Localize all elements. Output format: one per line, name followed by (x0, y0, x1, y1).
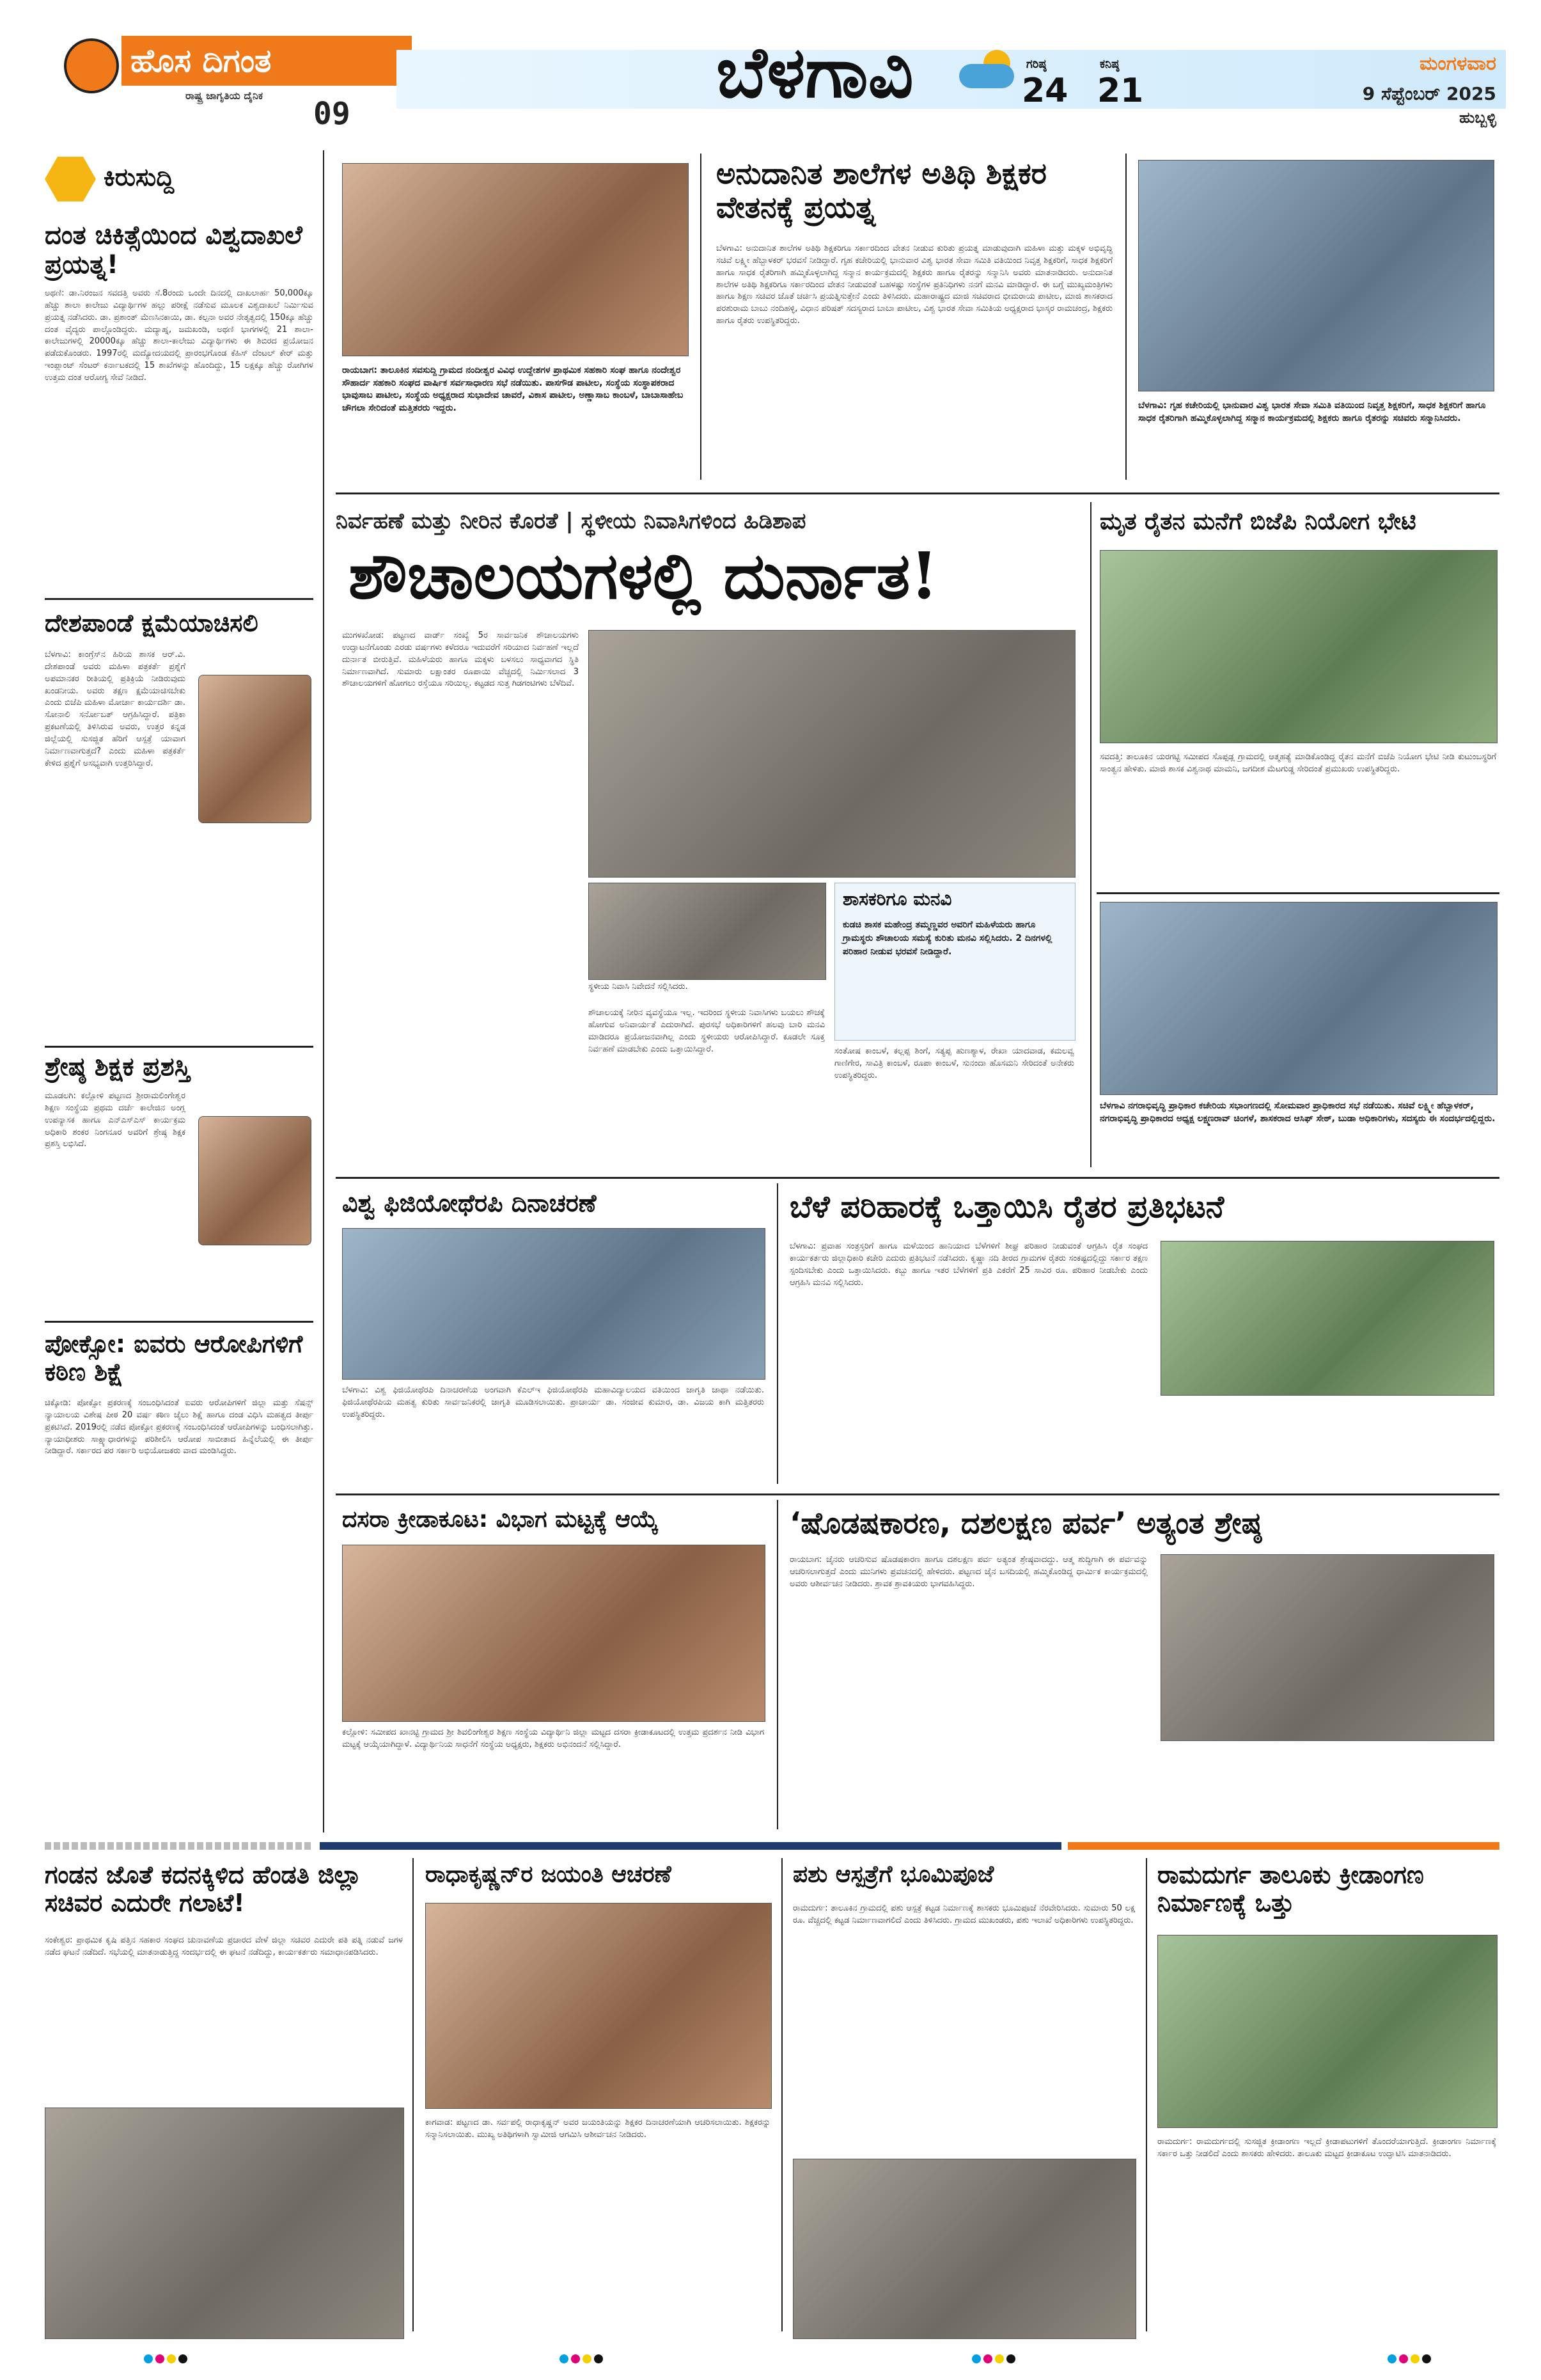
visit-photo (1100, 550, 1498, 743)
procession-photo (1161, 1554, 1494, 1741)
lead-small-photo (588, 883, 826, 980)
sidebar-story3-body: ಮೂಡಲಗಿ: ಕಲ್ಲೋಳಿ ಪಟ್ಟಣದ ಶ್ರೀರಾಮಲಿಂಗೇಶ್ವರ ಶಿಕ್ಷಣ ಸಂಸ್ಥೆಯ ಪ್ರಥಮ ದರ್ಜೆ ಕಾಲೇಜಿನ ಅಂಗ್ಲ ಉಪನ್ಯಾಸಕ ಹಾಗೂ ಎನ್‌ಎಸ್‌ಎಸ್ ಕಾರ್ಯಕ್ರಮ ಅಧಿಕಾರಿ ಶಂಕರ ನಿಂಗನೂರ ಅವರಿಗೆ ಶ್ರೇಷ್ಠ ಶಿಕ್ಷಕ ಪ್ರಶಸ್ತಿ ಲಭಿಸಿದೆ. (45, 1091, 185, 1149)
bottom-story1-headline: ಗಂಡನ ಜೊತೆ ಕದನಕ್ಕಿಳಿದ ಹೆಂಡತಿ ಜಿಲ್ಲಾ ಸಚಿವರ ಎದುರೇ ಗಲಾಟೆ! (45, 1861, 362, 1917)
column-rule (1125, 154, 1127, 480)
bottom-story2-headline: ರಾಧಾಕೃಷ್ಣನ್‌ರ ಜಯಂತಿ ಆಚರಣೆ (425, 1861, 671, 1887)
column-rule (781, 1858, 783, 2331)
day-label: ಮಂಗಳವಾರ (1419, 52, 1496, 75)
row-rule (336, 493, 1499, 494)
mid-story1-headline: ವಿಶ್ವ ಫಿಜಿಯೋಥೆರಪಿ ದಿನಾಚರಣೆ (342, 1189, 597, 1217)
lead-kicker: ನಿರ್ವಹಣೆ ಮತ್ತು ನೀರಿನ ಕೊರತೆ | ಸ್ಥಳೀಯ ನಿವಾಸಿಗಳಿಂದ ಹಿಡಿಶಾಪ (336, 508, 806, 534)
lead-main-photo (588, 630, 1076, 878)
bottom-story1-body: ಸಂಕೇಶ್ವರ: ಪ್ರಾಥಮಿಕ ಕೃಷಿ ಪತ್ತಿನ ಸಹಕಾರ ಸಂಘದ ಚುನಾವಣೆಯ ಪ್ರಚಾರದ ವೇಳೆ ಜಿಲ್ಲಾ ಸಚಿವರ ಎದುರೇ ಪತಿ ಪತ್ನಿ ನಡುವೆ ಜಗಳ ನಡೆದ ಘಟನೆ ನಡೆದಿದೆ. ಸಭೆಯಲ್ಲಿ ಮಾತನಾಡುತ್ತಿದ್ದ ಸಂದರ್ಭದಲ್ಲಿ ಈ ಘಟನೆ ನಡೆದಿದ್ದು, ಕಾರ್ಯಕರ್ತರು ಸಮಾಧಾನಪಡಿಸಿದರು. (45, 1935, 403, 1957)
top-story-c (1135, 154, 1499, 486)
tagline: ರಾಷ್ಟ್ರ ಜಾಗೃತಿಯ ದೈನಿಕ (185, 90, 263, 102)
masthead (0, 0, 1541, 138)
top-story-c-caption: ಬೆಳಗಾವಿ: ಗೃಹ ಕಚೇರಿಯಲ್ಲಿ ಭಾನುವಾರ ವಿಶ್ವ ಭಾರತ ಸೇವಾ ಸಮಿತಿ ವತಿಯಿಂದ ನಿವೃತ್ತ ಶಿಕ್ಷಕರಿಗೆ, ಸಾಧಕ ಶಿಕ್ಷಕರಿಗೆ ಹಾಗೂ ಸಾಧಕ ರೈತರಿಗಾಗಿ ಹಮ್ಮಿಕೊಳ್ಳಲಾಗಿದ್ದ ಸನ್ಮಾನ ಕಾರ್ಯಕ್ರಮದಲ್ಲಿ ಶಿಕ್ಷಕರು ಹಾಗೂ ರೈತರನ್ನು ಸಚಿವರು ಸನ್ಮಾನಿಸಿದರು. (1138, 400, 1486, 423)
bottom-story3 (786, 1858, 1141, 2344)
row4-story1 (336, 1500, 770, 1832)
top-story-a-caption: ರಾಯಬಾಗ: ತಾಲೂಕಿನ ಸವಸುದ್ದಿ ಗ್ರಾಮದ ನಂದೀಶ್ವರ ವಿವಿಧ ಉದ್ದೇಶಗಳ ಪ್ರಾಥಮಿಕ ಸಹಕಾರಿ ಸಂಘ ಹಾಗೂ ನಂದೇಶ್ವರ ಸೌಹಾರ್ದ ಸಹಕಾರಿ ಸಂಘದ ವಾರ್ಷಿಕ ಸರ್ವಸಾಧಾರಣ ಸಭೆ ನಡೆಯಿತು. ಪಾಸಗೌಡ ಪಾಟೀಲ, ಸಂಸ್ಥೆಯ ಸಂಸ್ಥಾಪಕರಾದ ಭಾವುಸಾಬ ಪಾಟೀಲ, ಸಂಸ್ಥೆಯ ಅಧ್ಯಕ್ಷರಾದ ಸುಭಾದೇವ ಚಾವರೆ, ವಿಕಾಸ ಪಾಟೀಲ, ಅಣ್ಣಾಸಾಬ ಕಾಂಬಳೆ, ಬಾಬಾಸಾಹೇಬ ಚೌಗಲಾ ಸೇರಿದಂತೆ ಮತ್ತಿತರರು ಇದ್ದರು. (342, 365, 684, 413)
logo-block (64, 38, 396, 134)
bottom-story3-headline: ಪಶು ಆಸ್ಪತ್ರೆಗೆ ಭೂಮಿಪೂಜೆ (793, 1861, 994, 1887)
bottom-story1 (45, 1858, 406, 2344)
row4-story1-body: ಕಲ್ಲೋಳಿ: ಸಮೀಪದ ಖಾನಟ್ಟಿ ಗ್ರಾಮದ ಶ್ರೀ ಶಿವಲಿಂಗೇಶ್ವರ ಶಿಕ್ಷಣ ಸಂಸ್ಥೆಯ ವಿದ್ಯಾರ್ಥಿನಿ ಜಿಲ್ಲಾ ಮಟ್ಟದ ದಸರಾ ಕ್ರೀಡಾಕೂಟದಲ್ಲಿ ಉತ್ತಮ ಪ್ರದರ್ಶನ ನೀಡಿ ವಿಭಾಗ ಮಟ್ಟಕ್ಕೆ ಆಯ್ಕೆಯಾಗಿದ್ದಾಳೆ. ವಿದ್ಯಾರ್ಥಿನಿಯ ಸಾಧನೆಗೆ ಸಂಸ್ಥೆಯ ಅಧ್ಯಕ್ಷರು, ಶಿಕ್ಷಕರು ಅಭಿನಂದನೆ ಸಲ್ಲಿಸಿದ್ದಾರೆ. (342, 1728, 764, 1749)
top-story-b (710, 154, 1119, 486)
bottom-story2-body: ಕಾಗವಾಡ: ಪಟ್ಟಣದ ಡಾ. ಸರ್ವಪಲ್ಲಿ ರಾಧಾಕೃಷ್ಣನ್ ಅವರ ಜಯಂತಿಯನ್ನು ಶಿಕ್ಷಕರ ದಿನಾಚರಣೆಯಾಗಿ ಆಚರಿಸಲಾಯಿತು. ಶಿಕ್ಷಕರನ್ನು ಸನ್ಮಾನಿಸಲಾಯಿತು. ಮುಖ್ಯ ಅತಿಥಿಗಳಾಗಿ ಸ್ವಾಮೀಜಿ ಆಗಮಿಸಿ ಆಶೀರ್ವಚನ ನೀಡಿದರು. (425, 2118, 770, 2140)
lead-headline: ಶೌಚಾಲಯಗಳಲ್ಲಿ ದುರ್ನಾತ! (348, 538, 939, 613)
column-rule (777, 1183, 778, 1484)
divider (45, 598, 313, 600)
lead-inset-title: ಶಾಸಕರಿಗೂ ಮನವಿ (843, 888, 952, 910)
logo-emblem-icon (64, 38, 119, 93)
sidebar-story2-headline: ದೇಶಪಾಂಡೆ ಕ್ಷಮೆಯಾಚಿಸಲಿ (45, 609, 258, 637)
lead-story (336, 502, 1084, 1170)
paper-name: ಹೊಸ ದಿಗಂತ (121, 36, 412, 86)
award-photo (342, 1545, 765, 1722)
sidebar-story4-headline: ಪೋಕ್ಸೋ: ಐವರು ಆರೋಪಿಗಳಿಗೆ ಕಠಿಣ ಶಿಕ್ಷೆ (45, 1330, 303, 1386)
bottom-story2 (419, 1858, 777, 2344)
kirusuddi-badge (45, 157, 211, 201)
divider (45, 1046, 313, 1048)
temp-max-label: ಗರಿಷ್ಠ (1026, 58, 1047, 71)
mid-story1-body: ಬೆಳಗಾವಿ: ವಿಶ್ವ ಫಿಜಿಯೋಥೆರಪಿ ದಿನಾಚರಣೆಯ ಅಂಗವಾಗಿ ಕೆಎಲ್‌ಇ ಫಿಜಿಯೋಥೆರಪಿ ಮಹಾವಿದ್ಯಾಲಯದ ವತಿಯಿಂದ ಜಾಗೃತಿ ಜಾಥಾ ನಡೆಯಿತು. ಫಿಜಿಯೋಥೆರಪಿಯ ಮಹತ್ವ ಕುರಿತು ಸಾರ್ವಜನಿಕರಲ್ಲಿ ಜಾಗೃತಿ ಮೂಡಿಸಲಾಯಿತು. ಪ್ರಾಚಾರ್ಯ ಡಾ. ಸಂಜೀವ ಕುಮಾರ, ಡಾ. ವಿಜಯ ಕಾಗಿ ಮತ್ತಿತರರು ಉಪಸ್ಥಿತರಿದ್ದರು. (342, 1385, 764, 1419)
lead-inset-body: ಕುಡಚಿ ಶಾಸಕ ಮಹೇಂದ್ರ ತಮ್ಮಣ್ಣವರ ಅವರಿಗೆ ಮಹಿಳೆಯರು ಹಾಗೂ ಗ್ರಾಮಸ್ಥರು ಶೌಚಾಲಯ ಸಮಸ್ಯೆ ಕುರಿತು ಮನವಿ ಸಲ್ಲಿಸಿದರು. 2 ದಿನಗಳಲ್ಲಿ ಪರಿಹಾರ ನೀಡುವ ಭರವಸೆ ನೀಡಿದ್ದಾರೆ. (843, 920, 1052, 957)
column-rule (1146, 1858, 1147, 2331)
top-story-b-body: ಬೆಳಗಾವಿ: ಅನುದಾನಿತ ಶಾಲೆಗಳ ಅತಿಥಿ ಶಿಕ್ಷಕರಿಗೂ ಸರ್ಕಾರದಿಂದ ವೇತನ ನೀಡುವ ಕುರಿತು ಪ್ರಯತ್ನ ಮಾಡುವುದಾಗಿ ಮಹಿಳಾ ಮತ್ತು ಮಕ್ಕಳ ಅಭಿವೃದ್ಧಿ ಸಚಿವೆ ಲಕ್ಷ್ಮೀ ಹೆಬ್ಬಾಳಕರ್ ಭರವಸೆ ನೀಡಿದ್ದಾರೆ. ಗೃಹ ಕಚೇರಿಯಲ್ಲಿ ಭಾನುವಾರ ವಿಶ್ವ ಭಾರತ ಸೇವಾ ಸಮಿತಿ ವತಿಯಿಂದ ನಿವೃತ್ತ ಶಿಕ್ಷಕರಿಗೆ, ಸಾಧಕ ಶಿಕ್ಷಕರಿಗೆ ಹಾಗೂ ಸಾಧಕ ರೈತರಿಗಾಗಿ ಹಮ್ಮಿಕೊಳ್ಳಲಾಗಿದ್ದ ಸನ್ಮಾನ ಕಾರ್ಯಕ್ರಮದಲ್ಲಿ ಶಿಕ್ಷಕರು ಹಾಗೂ ರೈತರನ್ನು ಸನ್ಮಾನಿಸಿ ಅವರು ಮಾತನಾಡಿದರು. ಅನುದಾನಿತ ಶಾಲೆಗಳ ಅತಿಥಿ ಶಿಕ್ಷಕರಿಗೂ ಸರ್ಕಾರದಿಂದ ವೇತನ ನೀಡುವಂತೆ ಬಹಳಷ್ಟು ಸಂಸ್ಥೆಗಳ ಪ್ರತಿನಿಧಿಗಳು ನನಗೆ ಮನವಿ ಮಾಡಿದ್ದಾರೆ. ಈ ಬಗ್ಗೆ ಮುಖ್ಯಮಂತ್ರಿಗಳು ಹಾಗೂ ಶಿಕ್ಷಣ ಸಚಿವರ ಜೊತೆ ಚರ್ಚಿಸಿ ಪ್ರಯತ್ನಿಸುತ್ತೇನೆ ಎಂದು ತಿಳಿಸಿದರು. ಮಹಾರಾಷ್ಟ್ರದ ಮಾಜಿ ಸಚಿವರಾದ ಭೀಮರಾಯ ಪಾಟೀಲ, ಮಾಜಿ ಶಾಸಕರಾದ ಪರಶುರಾಮ ಬಾಬು ನಂದಿಹಳ್ಳಿ, ವಿಧಾನ ಪರಿಷತ್ ಸದಸ್ಯರಾದ ಬಾಬಾ ಪಾಟೀಲ, ವಿಶ್ವ ಭಾರತ ಸೇವಾ ಸಮಿತಿಯ ಅಧ್ಯಕ್ಷರಾದ ಭಾಸ್ಕರ ರಾಮಚಂದ್ರ, ಶಿಕ್ಷಕರು ಹಾಗೂ ರೈತರು ಉಪಸ್ಥಿತರಿದ್ದರು. (716, 244, 1113, 326)
row-rule (336, 1493, 1499, 1495)
top-story-b-headline: ಅನುದಾನಿತ ಶಾಲೆಗಳ ಅತಿಥಿ ಶಿಕ್ಷಕರ ವೇತನಕ್ಕೆ ಪ್ರಯತ್ನ (716, 156, 1047, 225)
hand-icon (45, 157, 96, 201)
speech-photo (425, 1903, 772, 2109)
mid-story2-headline: ಬೆಳೆ ಪರಿಹಾರಕ್ಕೆ ಒತ್ತಾಯಿಸಿ ರೈತರ ಪ್ರತಿಭಟನೆ (790, 1189, 1224, 1225)
portrait-photo (198, 1116, 311, 1245)
sidebar (45, 150, 313, 1845)
row4-story2-headline: ‘ಷೊಡಷಕಾರಣ, ದಶಲಕ್ಷಣ ಪರ್ವ’ ಅತ್ಯಂತ ಶ್ರೇಷ್ಠ (790, 1506, 1262, 1540)
lead-photo-caption: ಸ್ಥಳೀಯ ನಿವಾಸಿ ನಿವೇದನೆ ಸಲ್ಲಿಸಿದರು. (588, 982, 688, 991)
meeting-photo (1100, 902, 1498, 1095)
section-title: ಬೆಳಗಾವಿ (716, 31, 914, 113)
row4-story1-headline: ದಸರಾ ಕ್ರೀಡಾಕೂಟ: ವಿಭಾಗ ಮಟ್ಟಕ್ಕೆ ಆಯ್ಕೆ (342, 1506, 659, 1533)
badge-label: ಕಿರುಸುದ್ದಿ (104, 163, 175, 191)
top-story-a (336, 154, 694, 486)
column-rule (412, 1858, 414, 2331)
mid-story2 (783, 1183, 1499, 1487)
edition-label: ಹುಬ್ಬಳ್ಳಿ (1459, 109, 1496, 127)
divider (45, 1321, 313, 1323)
event-photo (342, 163, 689, 356)
mid-story1 (336, 1183, 770, 1487)
lead-body-col3: ಸಂತೋಷ ಕಾಂಬಳೆ, ಕಲ್ಲಪ್ಪ ಶಿಂಗೆ, ಸತ್ಯಪ್ಪ ಹುಣಶ್ಯಾಳ, ರೇಖಾ ಯಾದವಾಡ, ಕಮಲವ್ವ ಗಾಣಿಗೇರ, ಸಾವಿತ್ರಿ ಕಾಂಬಳೆ, ರೂಪಾ ಕಾಂಬಳೆ, ಸುನಂದಾ ಹೊಸಮನಿ ಸೇರಿದಂತೆ ಅನೇಕರು ಉಪಸ್ಥಿತರಿದ್ದರು. (834, 1046, 1074, 1080)
temp-max: 24 (1022, 72, 1068, 110)
sidebar-story3-headline: ಶ್ರೇಷ್ಠ ಶಿಕ್ಷಕ ಪ್ರಶಸ್ತಿ (45, 1052, 191, 1082)
sidebar-story2-body: ಬೆಳಗಾವಿ: ಕಾಂಗ್ರೆಸ್‌ನ ಹಿರಿಯ ಶಾಸಕ ಆರ್.ವಿ. ದೇಶಪಾಂಡೆ ಅವರು ಮಹಿಳಾ ಪತ್ರಕರ್ತೆ ಪ್ರಶ್ನೆಗೆ ಅಪಮಾನಕರ ರೀತಿಯಲ್ಲಿ ಪ್ರತಿಕ್ರಿಯೆ ನೀಡಿರುವುದು ಖಂಡನೀಯ. ಅವರು ತಕ್ಷಣ ಕ್ಷಮೆಯಾಚಿಸಬೇಕು ಎಂದು ಬಿಜೆಪಿ ಮಹಿಳಾ ಮೋರ್ಚಾ ಕಾರ್ಯದರ್ಶಿ ಡಾ. ಸೋನಾಲಿ ಸರ್ನೋಬತ್ ಆಗ್ರಹಿಸಿದ್ದಾರೆ. ಪತ್ರಿಕಾ ಪ್ರಕಟಣೆಯಲ್ಲಿ ತಿಳಿಸಿರುವ ಅವರು, ಉತ್ತರ ಕನ್ನಡ ಜಿಲ್ಲೆಯಲ್ಲಿ ಸುಸಜ್ಜಿತ ಹೆರಿಗೆ ಆಸ್ಪತ್ರೆ ಯಾವಾಗ ನಿರ್ಮಾಣವಾಗುತ್ತದೆ? ಎಂದು ಮಹಿಳಾ ಪತ್ರಕರ್ತೆ ಕೇಳಿದ ಪ್ರಶ್ನೆಗೆ ಅಸಭ್ಯವಾಗಿ ಉತ್ತರಿಸಿದ್ದಾರೆ. (45, 650, 185, 768)
sidebar-story1-body: ಅಥಣಿ: ಡಾ.ನಿರಂಜನ ಸವದತ್ತಿ ಅವರು ಸೆ.8ರಂದು ಒಂದೇ ದಿನದಲ್ಲಿ ದಾಖಲಾರ್ಹ 50,000ಕ್ಕೂ ಹೆಚ್ಚು ಶಾಲಾ ಕಾಲೇಜು ವಿದ್ಯಾರ್ಥಿಗಳ ಹಲ್ಲು ಪರೀಕ್ಷೆ ನಡೆಸುವ ಮೂಲಕ ವಿಶ್ವದಾಖಲೆ ನಿರ್ಮಿಸುವ ಪ್ರಯತ್ನ ನಡೆಸಿದರು. ಡಾ. ಪ್ರಶಾಂತ್ ಮೆಣಸಿನಕಾಯಿ, ಡಾ. ಕಲ್ಪನಾ ಅವರ ನೇತೃತ್ವದಲ್ಲಿ 150ಕ್ಕೂ ಹೆಚ್ಚು ದಂತ ವೈದ್ಯರು ಪಾಲ್ಗೊಂಡಿದ್ದರು. ಮದ್ಯಾಹ್ನ, ಜಮಖಂಡಿ, ಅಥಣಿ ಭಾಗಗಳಲ್ಲಿ 21 ಶಾಲಾ-ಕಾಲೇಜುಗಳಲ್ಲಿ 20000ಕ್ಕೂ ಹೆಚ್ಚು ಶಾಲಾ-ಕಾಲೇಜು ವಿದ್ಯಾರ್ಥಿಗಳು ಈ ಶಿಬಿರದ ಪ್ರಯೋಜನ ಪಡೆದುಕೊಂಡರು. 1997ರಲ್ಲಿ ಮದ್ಯೋದಯದಲ್ಲಿ ಪ್ರಾರಂಭಗೊಂಡ ಕೆಹಿಸ್ ದೆಂಟಲ್ ಕೇರ್ ಮತ್ತು ಇಂಪ್ಲಾಂಟ್ ಸೆಂಟರ್ ಕರ್ನಾಟಕದಲ್ಲಿ 15 ಶಾಖೆಗಳನ್ನು ಹೊಂದಿದ್ದು, 15 ಲಕ್ಷಕ್ಕೂ ಹೆಚ್ಚು ರೋಗಿಗಳ ಉತ್ತಮ ದಂತ ಆರೋಗ್ಯ ಸೇವೆ ನೀಡಿದೆ. (45, 288, 313, 382)
temp-min: 21 (1097, 72, 1144, 110)
column-rule (777, 1500, 778, 1829)
street-photo (45, 2108, 404, 2339)
temp-min-label: ಕನಿಷ್ಠ (1100, 58, 1120, 71)
bottom-story4-headline: ರಾಮದುರ್ಗ ತಾಲೂಕು ಕ್ರೀಡಾಂಗಣ ನಿರ್ಮಾಣಕ್ಕೆ ಒತ್ತು (1157, 1861, 1424, 1917)
lead-inset (834, 883, 1076, 1041)
column-rule (323, 150, 324, 1832)
date-label: 9 ಸೆಪ್ಟೆಂಬರ್ 2025 (1362, 83, 1496, 104)
bottom-story3-body: ರಾಮದುರ್ಗ: ತಾಲೂಕಿನ ಗ್ರಾಮದಲ್ಲಿ ಪಶು ಆಸ್ಪತ್ರೆ ಕಟ್ಟಡ ನಿರ್ಮಾಣಕ್ಕೆ ಶಾಸಕರು ಭೂಮಿಪೂಜೆ ನೆರವೇರಿಸಿದರು. ಸುಮಾರು 50 ಲಕ್ಷ ರೂ. ವೆಚ್ಚದಲ್ಲಿ ಕಟ್ಟಡ ನಿರ್ಮಾಣವಾಗಲಿದೆ ಎಂದು ತಿಳಿಸಿದರು. ಗ್ರಾಮದ ಮುಖಂಡರು, ಪಶು ಇಲಾಖೆ ಅಧಿಕಾರಿಗಳು ಉಪಸ್ಥಿತರಿದ್ದರು. (793, 1903, 1135, 1925)
right-mid-story2-caption: ಬೆಳಗಾವಿ ನಗರಾಭಿವೃದ್ಧಿ ಪ್ರಾಧಿಕಾರ ಕಚೇರಿಯ ಸಭಾಂಗಣದಲ್ಲಿ ಸೋಮವಾರ ಪ್ರಾಧಿಕಾರದ ಸಭೆ ನಡೆಯಿತು. ಸಚಿವೆ ಲಕ್ಷ್ಮೀ ಹೆಬ್ಬಾಳಕರ್, ನಗರಾಭಿವೃದ್ಧಿ ಪ್ರಾಧಿಕಾರದ ಅಧ್ಯಕ್ಷ ಲಕ್ಷ್ಮಣರಾವ್ ಚಿಂಗಳೆ, ಶಾಸಕರಾದ ಆಸಿಫ್ ಸೇಠ್, ಬುಡಾ ಅಧಿಕಾರಿಗಳು, ಸದಸ್ಯರು ಈ ಸಂದರ್ಭದಲ್ಲಿದ್ದರು. (1100, 1101, 1496, 1124)
column-rule (700, 154, 701, 480)
bottom-story4-body: ರಾಮದುರ್ಗ: ರಾಮದುರ್ಗದಲ್ಲಿ ಸುಸಜ್ಜಿತ ಕ್ರೀಡಾಂಗಣ ಇಲ್ಲದೆ ಕ್ರೀಡಾಪಟುಗಳಿಗೆ ತೊಂದರೆಯಾಗುತ್ತಿದೆ. ಕ್ರೀಡಾಂಗಣ ನಿರ್ಮಾಣಕ್ಕೆ ಸರ್ಕಾರ ಒತ್ತು ನೀಡಲಿದೆ ಎಂದು ಶಾಸಕರು ಹೇಳಿದರು. ತಾಲೂಕು ಮಟ್ಟದ ಕ್ರೀಡಾಕೂಟ ಉದ್ಘಾಟಿಸಿ ಮಾತನಾಡಿದರು. (1157, 2137, 1496, 2159)
registration-marks (0, 2354, 1541, 2373)
row4-story2 (783, 1500, 1499, 1832)
lead-body-col1: ಮುಗಳಖೋಡ: ಪಟ್ಟಣದ ವಾರ್ಡ್ ಸಂಖ್ಯೆ 5ರ ಸಾರ್ವಜನಿಕ ಶೌಚಾಲಯಗಳು ಉದ್ಘಾಟನೆಗೊಂಡು ಎರಡು ವರ್ಷಗಳು ಕಳೆದರೂ ಇದುವರೆಗೆ ಸರಿಯಾದ ನಿರ್ವಹಣೆ ಇಲ್ಲದೆ ದುರ್ನಾತ ಬೀರುತ್ತಿವೆ. ಮಹಿಳೆಯರು ಹಾಗೂ ಮಕ್ಕಳು ಬಳಸಲು ಸಾಧ್ಯವಾಗದ ಸ್ಥಿತಿ ನಿರ್ಮಾಣವಾಗಿದೆ. ಸುಮಾರು ಲಕ್ಷಾಂತರ ರೂಪಾಯಿ ವೆಚ್ಚದಲ್ಲಿ ನಿರ್ಮಿಸಲಾದ 3 ಶೌಚಾಲಯಗಳಿಗೆ ಹೋಗಲು ರಸ್ತೆಯೂ ಸರಿಯಿಲ್ಲ. ಕಟ್ಟಡದ ಸುತ್ತ ಗಿಡಗಂಟಿಗಳು ಬೆಳೆದಿವೆ. (342, 631, 579, 689)
bottom-story4 (1151, 1858, 1499, 2344)
row-rule (1097, 892, 1499, 894)
sports-photo (1157, 1935, 1498, 2128)
row-rule (336, 1177, 1499, 1179)
lead-body-col2: ಶೌಚಾಲಯಕ್ಕೆ ನೀರಿನ ವ್ಯವಸ್ಥೆಯೂ ಇಲ್ಲ. ಇದರಿಂದ ಸ್ಥಳೀಯ ನಿವಾಸಿಗಳು ಬಯಲು ಶೌಚಕ್ಕೆ ಹೋಗುವ ಅನಿವಾರ್ಯತೆ ಎದುರಾಗಿದೆ. ಪುರಸಭೆ ಅಧಿಕಾರಿಗಳಿಗೆ ಹಲವು ಬಾರಿ ಮನವಿ ಮಾಡಿದರೂ ಪ್ರಯೋಜನವಾಗಿಲ್ಲ ಎಂದು ಸ್ಥಳೀಯರು ಆರೋಪಿಸಿದ್ದಾರೆ. ಕೂಡಲೇ ಸೂಕ್ತ ನಿರ್ವಹಣೆ ಮಾಡಬೇಕು ಎಂದು ಒತ್ತಾಯಿಸಿದ್ದಾರೆ. (588, 1008, 825, 1054)
felicitation-photo (1138, 160, 1494, 391)
sidebar-story4-body: ಚಿಕ್ಕೋಡಿ: ಪೋಕ್ಸೋ ಪ್ರಕರಣಕ್ಕೆ ಸಂಬಂಧಿಸಿದಂತೆ ಐವರು ಆರೋಪಿಗಳಿಗೆ ಜಿಲ್ಲಾ ಮತ್ತು ಸೆಷನ್ಸ್ ನ್ಯಾಯಾಲಯ ವಿಶೇಷ ಪೀಠ 20 ವರ್ಷ ಕಠಿಣ ಜೈಲು ಶಿಕ್ಷೆ ಹಾಗೂ ದಂಡ ವಿಧಿಸಿ ಮಹತ್ವದ ತೀರ್ಪು ಪ್ರಕಟಿಸಿದೆ. 2019ರಲ್ಲಿ ನಡೆದ ಪೋಕ್ಸೋ ಪ್ರಕರಣಕ್ಕೆ ಸಂಬಂಧಿಸಿದಂತೆ ಆರೋಪಿಗಳನ್ನು ಬಂಧಿಸಲಾಗಿತ್ತು. ನ್ಯಾಯಾಧೀಶರು ಸಾಕ್ಷ್ಯಾಧಾರಗಳನ್ನು ಪರಿಶೀಲಿಸಿ ಆರೋಪ ಸಾಬೀತಾದ ಹಿನ್ನೆಲೆಯಲ್ಲಿ ಈ ತೀರ್ಪು ನೀಡಿದ್ದಾರೆ. ಸರ್ಕಾರದ ಪರ ಸರ್ಕಾರಿ ಅಭಿಯೋಜಕರು ವಾದ ಮಂಡಿಸಿದ್ದರು. (45, 1398, 313, 1456)
right-mid-story2 (1097, 899, 1499, 1170)
right-mid-story1-headline: ಮೃತ ರೈತನ ಮನೆಗೆ ಬಿಜೆಪಿ ನಿಯೋಗ ಭೇಟಿ (1100, 508, 1416, 535)
row4-story2-body: ರಾಯಬಾಗ: ಜೈನರು ಆಚರಿಸುವ ಷೊಡಷಕಾರಣ ಹಾಗೂ ದಶಲಕ್ಷಣ ಪರ್ವ ಅತ್ಯಂತ ಶ್ರೇಷ್ಠವಾದದ್ದು. ಆತ್ಮ ಶುದ್ಧಿಗಾಗಿ ಈ ಪರ್ವವನ್ನು ಆಚರಿಸಲಾಗುತ್ತದೆ ಎಂದು ಮುನಿಗಳು ಪ್ರವಚನದಲ್ಲಿ ಹೇಳಿದರು. ಪಟ್ಟಣದ ಜೈನ ಬಸದಿಯಲ್ಲಿ ಹಮ್ಮಿಕೊಂಡಿದ್ದ ಧಾರ್ಮಿಕ ಕಾರ್ಯಕ್ರಮದಲ್ಲಿ ಅವರು ಆಶೀರ್ವಚನ ನೀಡಿದರು. ಶ್ರಾವಕ ಶ್ರಾವಕಿಯರು ಭಾಗವಹಿಸಿದ್ದರು. (790, 1555, 1148, 1589)
column-rule (1090, 502, 1091, 1167)
sidebar-story1-headline: ದಂತ ಚಿಕಿತ್ಸೆಯಿಂದ ವಿಶ್ವದಾಖಲೆ ಪ್ರಯತ್ನ! (45, 221, 302, 280)
right-mid-story1-body: ಸವದತ್ತಿ: ತಾಲೂಕಿನ ಯರಗಟ್ಟಿ ಸಮೀಪದ ಸೊಪ್ಪಡ್ಲ ಗ್ರಾಮದಲ್ಲಿ ಆತ್ಮಹತ್ಯೆ ಮಾಡಿಕೊಂಡಿದ್ದ ರೈತನ ಮನೆಗೆ ಬಿಜೆಪಿ ನಿಯೋಗ ಭೇಟಿ ನೀಡಿ ಕುಟುಂಬಸ್ಥರಿಗೆ ಸಾಂತ್ವನ ಹೇಳಿತು. ಮಾಜಿ ಶಾಸಕ ವಿಶ್ವನಾಥ ಮಾಮನಿ, ಜಗದೀಶ ಮೆಟಗುಡ್ಡ ಸೇರಿದಂತೆ ಪ್ರಮುಖರು ಉಪಸ್ಥಿತರಿದ್ದರು. (1100, 752, 1496, 774)
protest-photo (1161, 1241, 1494, 1396)
rally-photo (342, 1228, 765, 1380)
weather-cloud-icon (959, 50, 1017, 88)
right-mid-story1 (1097, 502, 1499, 889)
portrait-photo (198, 675, 311, 823)
bhoomipuja-photo (793, 2159, 1136, 2339)
section-bar (45, 1842, 1499, 1850)
mid-story2-body: ಬೆಳಗಾವಿ: ಪ್ರವಾಹ ಸಂತ್ರಸ್ತರಿಗೆ ಹಾಗೂ ಮಳೆಯಿಂದ ಹಾನಿಯಾದ ಬೆಳೆಗಳಿಗೆ ಶೀಘ್ರ ಪರಿಹಾರ ನೀಡುವಂತೆ ಆಗ್ರಹಿಸಿ ರೈತ ಸಂಘದ ಕಾರ್ಯಕರ್ತರು ಜಿಲ್ಲಾಧಿಕಾರಿ ಕಚೇರಿ ಎದುರು ಪ್ರತಿಭಟನೆ ನಡೆಸಿದರು. ಕೃಷ್ಣಾ ನದಿ ತೀರದ ಗ್ರಾಮಗಳ ರೈತರು ಸಂಕಷ್ಟದಲ್ಲಿದ್ದು ಸರ್ಕಾರ ತಕ್ಷಣ ಸ್ಪಂದಿಸಬೇಕು ಎಂದು ಒತ್ತಾಯಿಸಿದರು. ಕಬ್ಬು ಹಾಗೂ ಇತರ ಬೆಳೆಗಳಿಗೆ ಪ್ರತಿ ಎಕರೆಗೆ 25 ಸಾವಿರ ರೂ. ಪರಿಹಾರ ನೀಡಬೇಕು ಎಂದು ಆಗ್ರಹಿಸಿ ಮನವಿ ಸಲ್ಲಿಸಿದರು. (790, 1241, 1148, 1288)
page-number: 09 (313, 96, 350, 132)
